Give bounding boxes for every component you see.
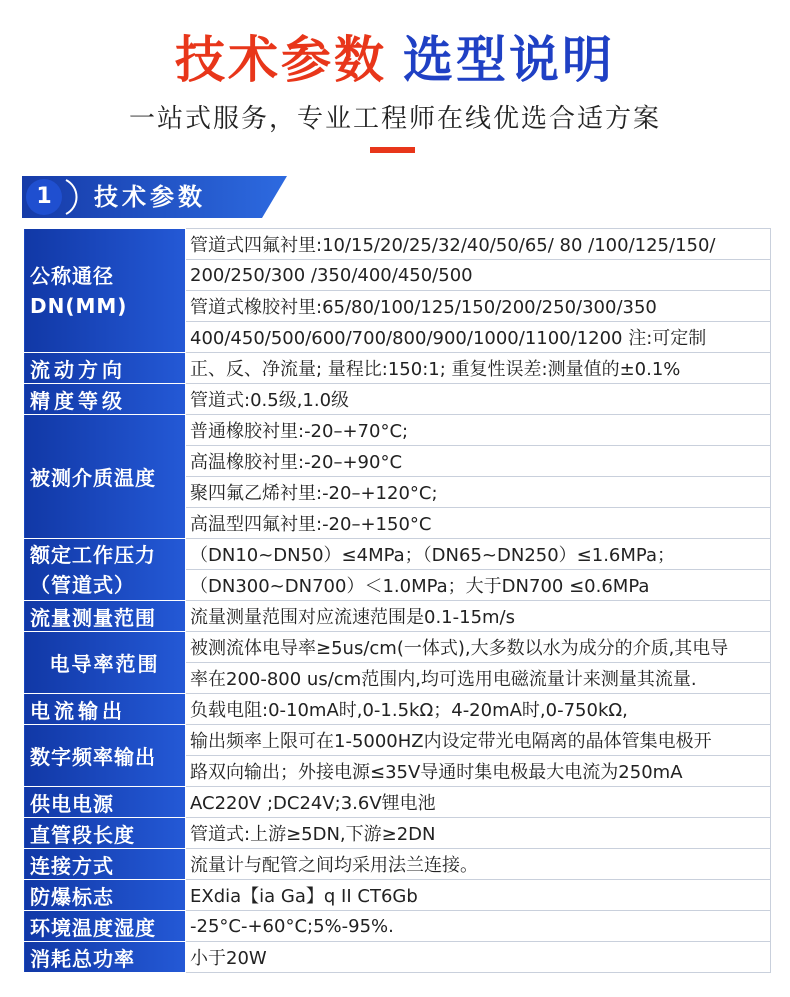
label-power-supply: 供电电源 <box>24 787 186 818</box>
table-row <box>24 880 771 911</box>
label-frequency-output: 数字频率输出 <box>24 725 186 787</box>
value-cell: 率在200-800 us/cm范围内,均可选用电磁流量计来测量其流量. <box>186 663 771 694</box>
value-cell: 流量测量范围对应流速范围是0.1-15m/s <box>186 601 771 632</box>
value-cell: AC220V ;DC24V;3.6V锂电池 <box>186 787 771 818</box>
table-row <box>24 911 771 942</box>
title-part-red: 技术参数 <box>175 31 387 89</box>
table-row <box>24 725 771 756</box>
label-explosion-proof: 防爆标志 <box>24 880 186 911</box>
table-row <box>24 942 771 973</box>
table-row <box>24 229 771 260</box>
page-subtitle: 一站式服务，专业工程师在线优选合适方案 <box>128 104 661 134</box>
value-cell: 200/250/300 /350/400/450/500 <box>186 260 771 291</box>
value-cell: 聚四氟乙烯衬里:-20–+120°C; <box>186 477 771 508</box>
table-row <box>24 539 771 570</box>
value-cell: 管道式橡胶衬里:65/80/100/125/150/200/250/300/350 <box>186 291 771 322</box>
value-cell: 小于20W <box>186 942 771 973</box>
label-medium-temp: 被测介质温度 <box>24 415 186 539</box>
value-cell: 被测流体电导率≥5us/cm(一体式),大多数以水为成分的介质,其电导 <box>186 632 771 663</box>
label-power-consumption: 消耗总功率 <box>24 942 186 973</box>
table-row <box>24 632 771 663</box>
value-cell: 管道式四氟衬里:10/15/20/25/32/40/50/65/ 80 /100/125/150/ <box>186 229 771 260</box>
table-row <box>24 787 771 818</box>
value-cell: -25°C-+60°C;5%-95%. <box>186 911 771 942</box>
label-line: （管道式） <box>30 572 135 597</box>
value-cell: 高温橡胶衬里:-20–+90°C <box>186 446 771 477</box>
label-connection: 连接方式 <box>24 849 186 880</box>
value-cell: （DN300~DN700）＜1.0MPa；大于DN700 ≤0.6MPa <box>186 570 771 601</box>
title-divider <box>370 147 415 153</box>
label-flow-direction: 流动方向 <box>24 353 186 384</box>
table-row <box>24 818 771 849</box>
value-cell: EXdia【ia Ga】q II CT6Gb <box>186 880 771 911</box>
table-row <box>24 601 771 632</box>
table-row <box>24 353 771 384</box>
value-cell: 正、反、净流量; 量程比:150:1; 重复性误差:测量值的±0.1% <box>186 353 771 384</box>
value-cell: 流量计与配管之间均采用法兰连接。 <box>186 849 771 880</box>
value-cell: （DN10~DN50）≤4MPa；（DN65~DN250）≤1.6MPa； <box>186 539 771 570</box>
value-cell: 管道式:上游≥5DN,下游≥2DN <box>186 818 771 849</box>
label-ambient: 环境温度湿度 <box>24 911 186 942</box>
value-cell: 输出频率上限可在1-5000HZ内设定带光电隔离的晶体管集电极开 <box>186 725 771 756</box>
value-cell: 高温型四氟衬里:-20–+150°C <box>186 508 771 539</box>
value-cell: 管道式:0.5级,1.0级 <box>186 384 771 415</box>
table-row <box>24 384 771 415</box>
label-line: 额定工作压力 <box>30 542 156 567</box>
value-cell: 负载电阻:0-10mA时,0-1.5kΩ；4-20mA时,0-750kΩ, <box>186 694 771 725</box>
label-line: DN(MM) <box>30 293 128 318</box>
title-part-blue: 选型说明 <box>403 31 615 89</box>
label-nominal-diameter <box>24 229 186 353</box>
spec-table <box>23 228 771 973</box>
label-accuracy: 精度等级 <box>24 384 186 415</box>
label-straight-pipe: 直管段长度 <box>24 818 186 849</box>
section-header <box>22 176 287 218</box>
section-number-badge: 1 <box>26 179 62 215</box>
value-cell: 路双向输出；外接电源≤35V导通时集电极最大电流为250mA <box>186 756 771 787</box>
label-line: 公称通径 <box>30 263 114 288</box>
value-cell: 普通橡胶衬里:-20–+70°C; <box>186 415 771 446</box>
label-pressure <box>24 539 186 601</box>
table-row <box>24 694 771 725</box>
label-conductivity: 电导率范围 <box>24 632 186 694</box>
table-row <box>24 849 771 880</box>
section-title: 技术参数 <box>94 183 206 211</box>
page-title <box>0 28 790 92</box>
table-row <box>24 415 771 446</box>
label-current-output: 电流输出 <box>24 694 186 725</box>
label-flow-range: 流量测量范围 <box>24 601 186 632</box>
value-cell: 400/450/500/600/700/800/900/1000/1100/1200 注:可定制 <box>186 322 771 353</box>
